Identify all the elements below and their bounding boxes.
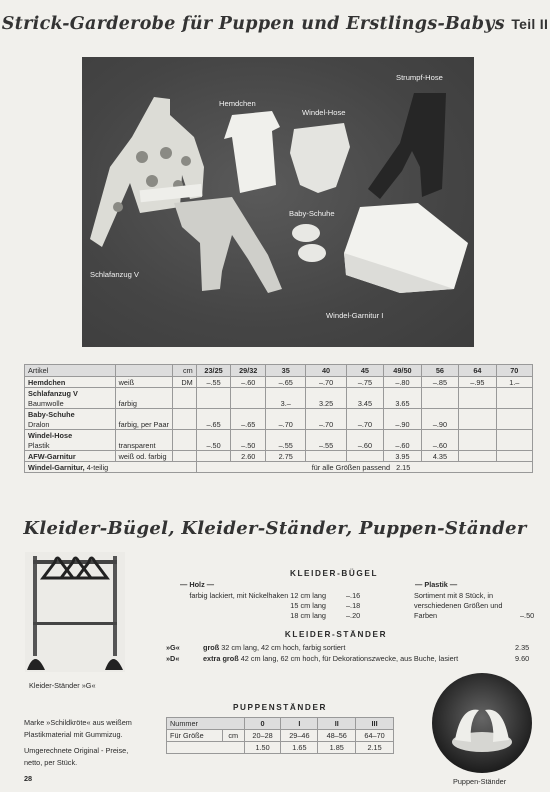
price-cell: –.70 xyxy=(346,419,383,430)
baby-shoe-shape xyxy=(292,224,320,242)
holz-line: farbig lackiert, mit Nickelhaken 12 cm lang xyxy=(189,591,326,600)
header-size: 56 xyxy=(421,365,458,377)
page-title xyxy=(0,14,550,34)
price-cell xyxy=(496,419,532,430)
puppenstaender-table xyxy=(166,717,394,754)
header-size: 64 xyxy=(459,365,496,377)
table-header-row xyxy=(167,718,394,730)
price-cell xyxy=(421,398,458,409)
article-sub: Baumwolle xyxy=(25,398,116,409)
price-cell: 3.65 xyxy=(384,398,422,409)
staender-code: »D« xyxy=(166,654,180,663)
label-windel-hose: Windel-Hose xyxy=(302,108,346,117)
product-photo xyxy=(82,57,474,347)
kleider-buegel-heading: KLEIDER-BÜGEL xyxy=(289,569,379,578)
staender-text: 42 cm lang, 62 cm hoch, für Dekorationszwecke, aus Buche, lasiert xyxy=(240,654,459,663)
size-label: Für Größe xyxy=(167,730,223,742)
note-line: Plastikmaterial mit Gummizug. xyxy=(24,730,123,739)
header-col: III xyxy=(356,718,394,730)
holz-price: –.20 xyxy=(346,611,361,620)
holz-heading: — Holz — xyxy=(180,580,215,589)
price-cell: 3.– xyxy=(266,398,306,409)
header-size: 40 xyxy=(306,365,346,377)
article-suffix: 4-teilig xyxy=(86,462,109,472)
holz-line: 15 cm lang xyxy=(290,601,326,610)
baby-shoe-shape xyxy=(298,244,326,262)
article-variant: farbig, per Paar xyxy=(115,419,172,430)
article-name: Windel-Hose xyxy=(28,430,73,440)
size-cell: 20–28 xyxy=(244,730,281,742)
price-cell xyxy=(496,451,532,462)
price-cell: 1.50 xyxy=(244,742,281,754)
price-cell: –.90 xyxy=(421,419,458,430)
price-cell: 3.25 xyxy=(306,398,346,409)
all-sizes-text: für alle Größen passend xyxy=(311,462,390,472)
price-cell: 3.95 xyxy=(384,451,422,462)
label-schlafanzug: Schlafanzug V xyxy=(90,270,139,279)
price-cell: –.70 xyxy=(306,419,346,430)
header-size: 29/32 xyxy=(231,365,266,377)
doll-stand-caption: Puppen-Ständer xyxy=(453,777,507,786)
price-cell: 1.– xyxy=(496,377,532,388)
table-row xyxy=(25,388,533,399)
article-name: Baby-Schuhe xyxy=(28,409,75,419)
header-size: 23/25 xyxy=(196,365,231,377)
article-variant: farbig xyxy=(115,398,172,409)
price-table-clothing xyxy=(24,364,533,473)
article-unit: DM xyxy=(172,377,196,388)
staender-desc xyxy=(203,643,345,652)
holz-line: 18 cm lang xyxy=(290,611,326,620)
price-cell xyxy=(496,398,532,409)
table-row xyxy=(167,742,394,754)
plastik-line: Sortiment mit 8 Stück, in xyxy=(414,591,494,600)
all-sizes-note xyxy=(196,462,532,473)
price-cell: –.95 xyxy=(459,377,496,388)
kleider-staender-heading: KLEIDER-STÄNDER xyxy=(284,630,388,639)
staender-size: extra groß xyxy=(203,654,239,663)
table-row xyxy=(167,730,394,742)
note-line: Umgerechnete Original - Preise, xyxy=(24,746,129,755)
article-name: AFW-Garnitur xyxy=(28,451,76,461)
staender-text: 32 cm lang, 42 cm hoch, farbig sortiert xyxy=(221,643,346,652)
header-blank xyxy=(115,365,172,377)
price-cell: –.85 xyxy=(421,377,458,388)
plastik-line: Farben xyxy=(414,611,438,620)
price-cell: 2.60 xyxy=(231,451,266,462)
price-cell: –.55 xyxy=(196,377,231,388)
holz-price: –.18 xyxy=(346,601,361,610)
header-size: 45 xyxy=(346,365,383,377)
staender-price: 2.35 xyxy=(515,643,530,652)
article-variant: weiß xyxy=(115,377,172,388)
price-cell: –.65 xyxy=(196,419,231,430)
price-cell: –.65 xyxy=(266,377,306,388)
price-cell xyxy=(306,451,346,462)
article-name: Hemdchen xyxy=(28,377,66,387)
price-cell: –.65 xyxy=(231,419,266,430)
table-row xyxy=(25,430,533,441)
pajama-pants-shape xyxy=(174,197,282,293)
all-sizes-price: 2.15 xyxy=(396,462,411,472)
note-line: Marke »Schildkröte« aus weißem xyxy=(24,718,132,727)
plastik-heading: — Plastik — xyxy=(415,580,458,589)
holz-price: –.16 xyxy=(346,591,361,600)
header-nummer: Nummer xyxy=(167,718,245,730)
table-row xyxy=(25,440,533,451)
price-cell: –.60 xyxy=(231,377,266,388)
price-cell: 4.35 xyxy=(421,451,458,462)
price-cell xyxy=(196,451,231,462)
price-cell xyxy=(346,451,383,462)
article-name: Windel-Garnitur, xyxy=(28,462,85,472)
table-header-row xyxy=(25,365,533,377)
title-suffix: Teil II xyxy=(511,16,549,32)
price-cell xyxy=(459,440,496,451)
price-cell xyxy=(196,398,231,409)
label-baby-schuhe: Baby-Schuhe xyxy=(289,209,335,218)
table-row xyxy=(25,451,533,462)
size-cell: 64–70 xyxy=(356,730,394,742)
size-cell: 29–46 xyxy=(281,730,318,742)
table-row xyxy=(25,419,533,430)
page-number: 28 xyxy=(24,774,33,783)
clothes-rack-image xyxy=(25,552,125,672)
table-row xyxy=(25,398,533,409)
size-cell: 48–56 xyxy=(318,730,356,742)
staender-size: groß xyxy=(203,643,220,652)
article-name: Schlafanzug V xyxy=(28,388,78,398)
note-line: netto, per Stück. xyxy=(24,758,78,767)
price-cell: –.60 xyxy=(384,440,422,451)
price-cell xyxy=(459,398,496,409)
price-cell xyxy=(459,451,496,462)
price-cell: –.80 xyxy=(384,377,422,388)
header-artikel: Artikel xyxy=(25,365,116,377)
price-cell: 1.85 xyxy=(318,742,356,754)
title-text: Strick-Garderobe für Puppen und Erstlings-Babys xyxy=(1,14,505,34)
table-row xyxy=(25,462,533,473)
price-cell: –.60 xyxy=(346,440,383,451)
price-cell: 1.65 xyxy=(281,742,318,754)
staender-desc xyxy=(203,654,458,663)
header-unit: cm xyxy=(172,365,196,377)
article-sub: Dralon xyxy=(25,419,116,430)
size-unit: cm xyxy=(222,730,244,742)
article-variant: transparent xyxy=(115,440,172,451)
article-sub: Plastik xyxy=(25,440,116,451)
header-size: 35 xyxy=(266,365,306,377)
photo-illustration xyxy=(82,57,474,347)
plastik-price: –.50 xyxy=(520,611,535,620)
undershirt-shape xyxy=(224,111,280,193)
table-row xyxy=(25,377,533,388)
price-cell: –.55 xyxy=(266,440,306,451)
header-col: I xyxy=(281,718,318,730)
rack-caption: Kleider-Ständer »G« xyxy=(29,681,96,690)
price-cell: –.75 xyxy=(346,377,383,388)
tights-shape xyxy=(368,93,446,199)
price-cell xyxy=(459,419,496,430)
puppenstaender-heading: PUPPENSTÄNDER xyxy=(232,703,328,712)
price-cell: 2.75 xyxy=(266,451,306,462)
diaper-pants-shape xyxy=(290,123,350,193)
staender-code: »G« xyxy=(166,643,180,652)
price-cell: –.55 xyxy=(306,440,346,451)
section-title: Kleider-Bügel, Kleider-Ständer, Puppen-Ständer xyxy=(23,518,527,539)
price-cell: 2.15 xyxy=(356,742,394,754)
plastik-line: verschiedenen Größen und xyxy=(414,601,503,610)
price-cell: –.70 xyxy=(266,419,306,430)
staender-price: 9.60 xyxy=(515,654,530,663)
label-hemdchen: Hemdchen xyxy=(219,99,256,108)
label-strumpf-hose: Strumpf-Hose xyxy=(396,73,443,82)
price-cell: –.50 xyxy=(196,440,231,451)
header-size: 70 xyxy=(496,365,532,377)
price-cell: –.50 xyxy=(231,440,266,451)
price-cell: –.70 xyxy=(306,377,346,388)
label-windel-garnitur: Windel-Garnitur I xyxy=(326,311,384,320)
header-size: 49/50 xyxy=(384,365,422,377)
doll-stand-image xyxy=(431,672,533,774)
price-cell xyxy=(496,440,532,451)
article-variant: weiß od. farbig xyxy=(115,451,172,462)
table-row xyxy=(25,409,533,420)
price-cell: –.60 xyxy=(421,440,458,451)
header-col: II xyxy=(318,718,356,730)
price-cell xyxy=(231,398,266,409)
price-cell: 3.45 xyxy=(346,398,383,409)
price-cell: –.90 xyxy=(384,419,422,430)
header-col: 0 xyxy=(244,718,281,730)
